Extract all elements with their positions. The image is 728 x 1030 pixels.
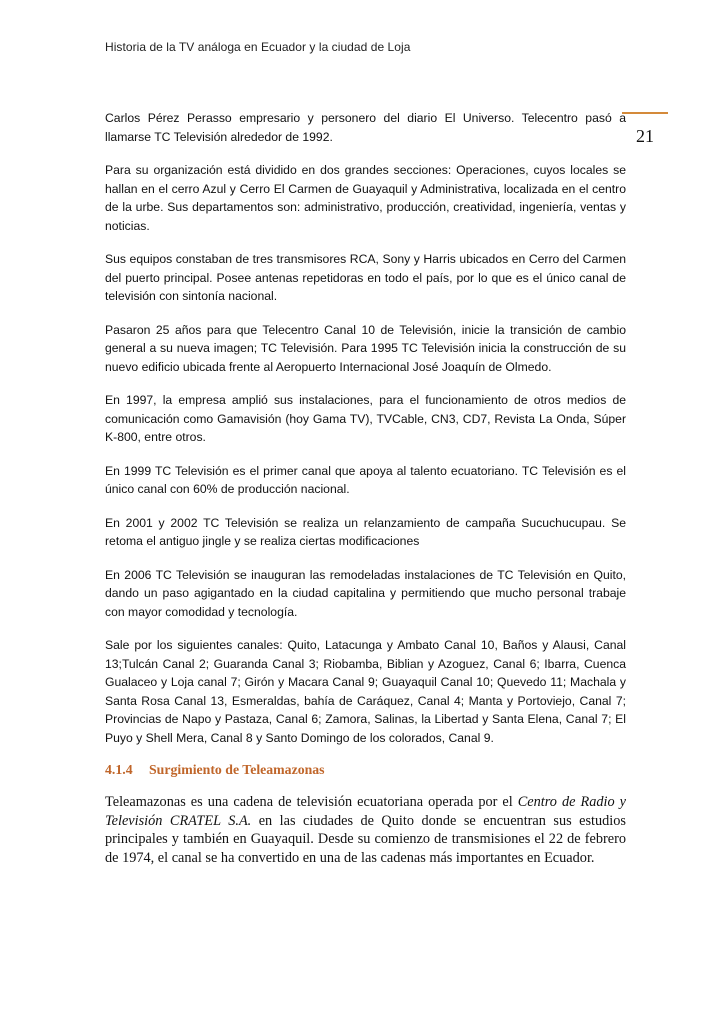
paragraph: En 2006 TC Televisión se inauguran las remodeladas instalaciones de TC Televisión en Quito, dando un paso agigantado en la ciudad capitalina y permitiendo que mucho personal trabaje con mayor comodidad y tecnología. — [105, 567, 626, 619]
section-title: Surgimiento de Teleamazonas — [149, 762, 325, 777]
paragraph: En 2001 y 2002 TC Televisión se realiza un relanzamiento de campaña Sucuchucupau. Se retoma el antiguo jingle y se realiza ciertas modificaciones — [105, 515, 626, 548]
page-number: 21 — [636, 126, 654, 146]
section-paragraph-rest: en las ciudades de Quito donde se encuentran sus estudios principales y también en Guayaquil. Desde su comienzo de transmisiones el 22 de febrero de 1974, el canal se ha convertido en una de las cadenas más importantes en Ecuador. — [105, 812, 626, 867]
paragraph: Para su organización está dividido en dos grandes secciones: Operaciones, cuyos locales se hallan en el cerro Azul y Cerro El Carmen de Guayaquil y Administrativa, localizada en el centro de la urbe. Sus departamentos son: administrativo, producción, creatividad, ingeniería, ventas y noticias. — [105, 163, 626, 233]
running-header: Historia de la TV análoga en Ecuador y la ciudad de Loja — [105, 40, 411, 54]
section-paragraph — [105, 793, 626, 868]
paragraph: En 1999 TC Televisión es el primer canal que apoya al talento ecuatoriano. TC Televisión es el único canal con 60% de producción nacional. — [105, 463, 626, 496]
paragraph: Sus equipos constaban de tres transmisores RCA, Sony y Harris ubicados en Cerro del Carmen del puerto principal. Posee antenas repetidoras en todo el país, por lo que es el único canal de televisión con sintonía nacional. — [105, 252, 626, 303]
page-content — [105, 109, 626, 868]
section-number: 4.1.4 — [105, 762, 133, 777]
section-heading — [105, 762, 626, 778]
section-paragraph-intro: Teleamazonas es una cadena de televisión ecuatoriana operada por el — [105, 794, 518, 810]
paragraph: Sale por los siguientes canales: Quito, Latacunga y Ambato Canal 10, Baños y Alausi, Canal 13;Tulcán Canal 2; Guaranda Canal 3; Riobamba, Biblian y Azoguez, Canal 6; Ibarra, Cuenca Gualaceo y Loja canal 7; Girón y Macara Canal 9; Guayaquil Canal 10; Quevedo 11; Machala y Santa Rosa Canal 13, Esmeraldas, bahía de Caráquez, Canal 4; Manta y Portoviejo, Canal 7; Provincias de Napo y Pastaza, Canal 6; Zamora, Salinas, la Libertad y Santa Elena, Canal 7; El Puyo y Shell Mera, Canal 8 y Santo Domingo de los colorados, Canal 9. — [105, 638, 626, 745]
paragraph: Pasaron 25 años para que Telecentro Canal 10 de Televisión, inicie la transición de cambio general a su nueva imagen; TC Televisión. Para 1995 TC Televisión inicia la construcción de su nuevo edificio ubicada frente al Aeropuerto Internacional José Joaquín de Olmedo. — [105, 322, 626, 374]
paragraph: Carlos Pérez Perasso empresario y personero del diario El Universo. Telecentro pasó a llamarse TC Televisión alrededor de 1992. — [105, 111, 626, 144]
entity-name: Centro de Radio y Televisión CRATEL S.A. — [105, 794, 626, 829]
paragraph: En 1997, la empresa amplió sus instalaciones, para el funcionamiento de otros medios de comunicación como Gamavisión (hoy Gama TV), TVCable, CN3, CD7, Revista La Onda, Súper K-800, entre otros. — [105, 393, 626, 444]
page-number-box — [622, 112, 668, 158]
